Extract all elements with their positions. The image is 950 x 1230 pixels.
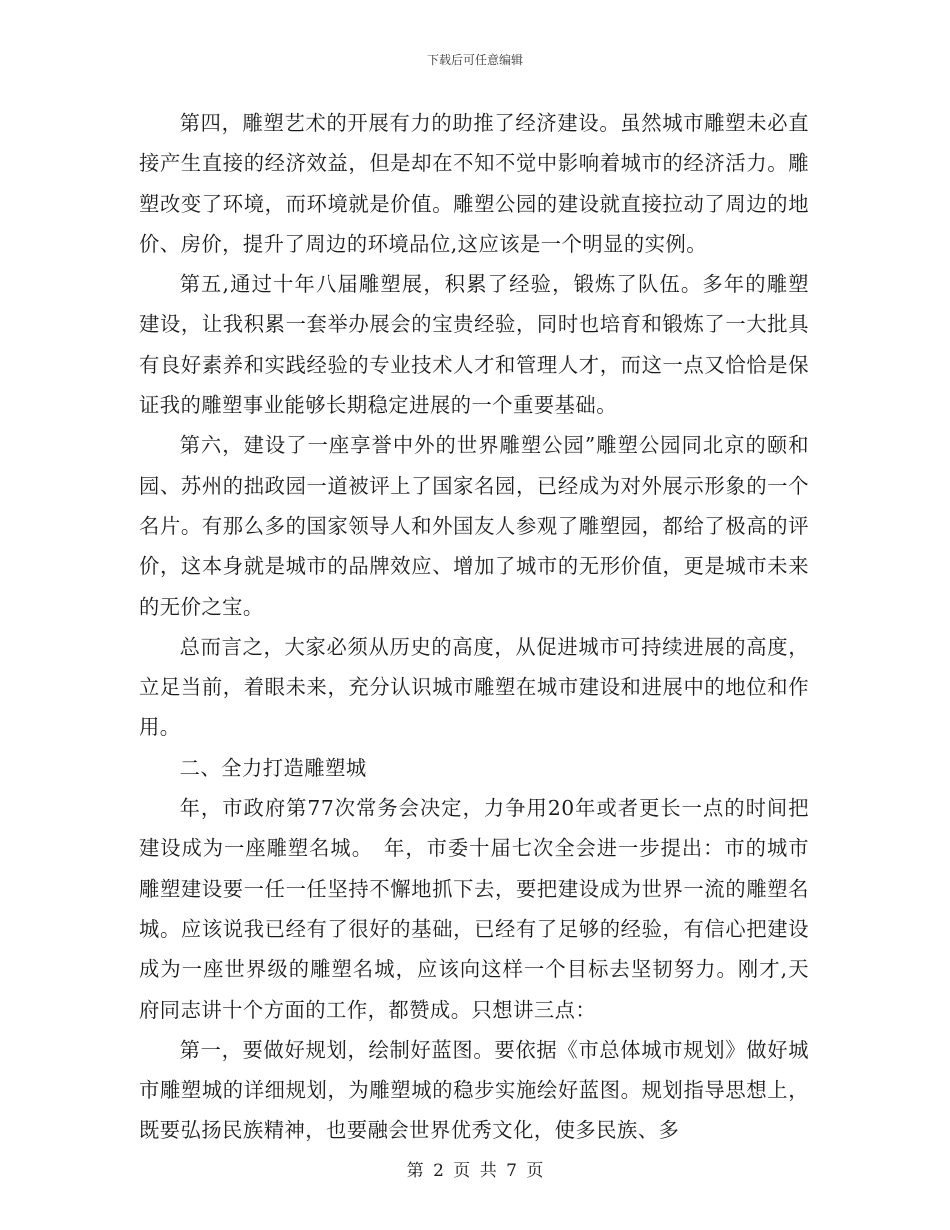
paragraph-fifth-point: 第五,通过十年八届雕塑展，积累了经验，锻炼了队伍。多年的雕塑建设，让我积累一套举办展会的宝贵经验，同时也培育和锻炼了一大批具有良好素养和实践经验的专业技术人才和管理人才，而这一点又恰恰是保证我的雕塑事业能够长期稳定进展的一个重要基础。: [139, 272, 809, 418]
page-header-note: 下载后可任意编辑: [426, 53, 523, 67]
paragraph-first-task: 第一，要做好规划，绘制好蓝图。要依据《市总体城市规划》做好城市雕塑城的详细规划，为雕塑城的稳步实施绘好蓝图。规划指导思想上，既要弘扬民族精神，也要融会世界优秀文化，使多民族、多: [139, 1037, 809, 1143]
paragraph-fourth-point: 第四，雕塑艺术的开展有力的助推了经济建设。虽然城市雕塑未必直接产生直接的经济效益，但是却在不知不觉中影响着城市的经济活力。雕塑改变了环境，而环境就是价值。雕塑公园的建设就直接拉动了周边的地价、房价，提升了周边的环境品位,这应该是一个明显的实例。: [139, 111, 809, 256]
document-body: [139, 103, 809, 1151]
paragraph-sixth-point: 第六，建设了一座享誉中外的世界雕塑公园”雕塑公园同北京的颐和园、苏州的拙政园一道被评上了国家名园，已经成为对外展示形象的一个名片。有那么多的国家领导人和外国友人参观了雕塑园，都给了极高的评价，这本身就是城市的品牌效应、增加了城市的无形价值，更是城市未来的无价之宝。: [139, 433, 809, 619]
section-heading: 二、全力打造雕塑城: [179, 755, 367, 780]
paragraph-goal: 年，市政府第77次常务会决定，力争用20年或者更长一点的时间把建设成为一座雕塑名城。 年，市委十届七次全会进一步提出：市的城市雕塑建设要一任一任坚持不懈地抓下去，要把建设成为世界一流的雕塑名城。应该说我已经有了很好的基础，已经有了足够的经验，有信心把建设成为一座世界级的雕塑名城，应该向这样一个目标去坚韧努力。刚才,天府同志讲十个方面的工作，都赞成。只想讲三点：: [139, 796, 809, 1022]
paragraph-summary: 总而言之，大家必须从历史的高度，从促进城市可持续进展的高度，立足当前，着眼未来，充分认识城市雕塑在城市建设和进展中的地位和作用。: [139, 634, 809, 740]
page-number: 第 2 页 共 7 页: [406, 1161, 544, 1181]
